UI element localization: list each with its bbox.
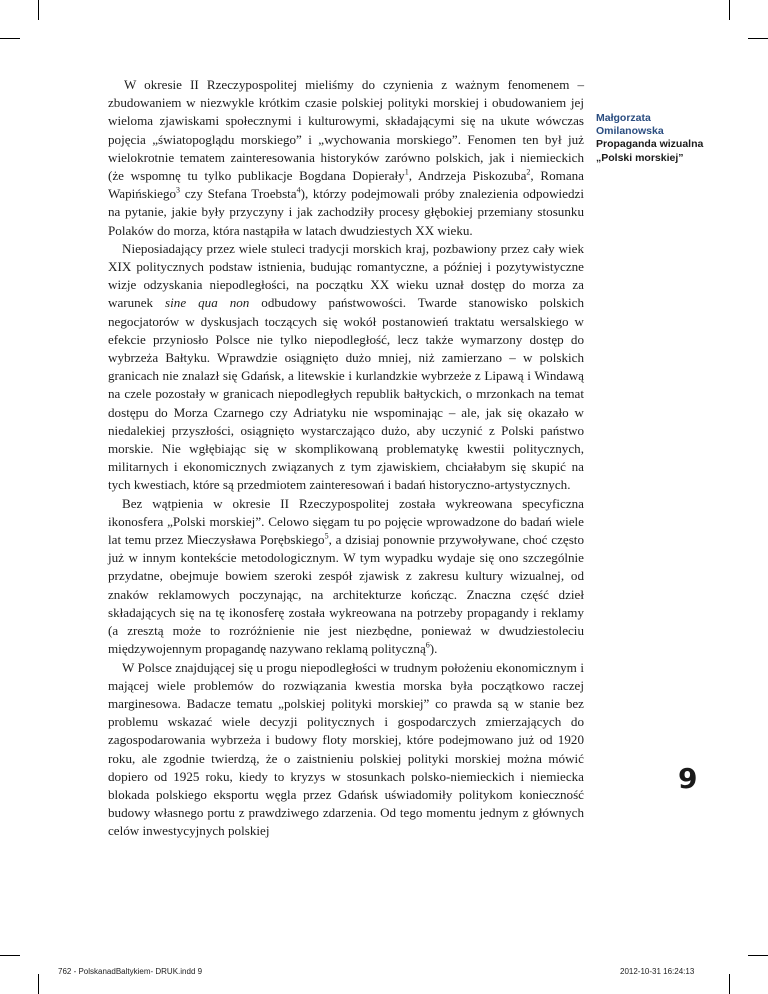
italic-phrase: sine qua non	[165, 295, 250, 311]
crop-mark	[729, 0, 730, 20]
text-run: W okresie II Rzeczypospolitej mieliśmy do czynienia z ważnym fenomenem – zbudowaniem w niezwykle krótkim czasie polskiej polityki morskiej i obudowaniem jej wieloma zjawiskami społecznymi i kulturowymi, składającymi się na ukute wówczas pojęcia „światopoglądu morskiego” i „wychowania morskiego”. Fenomen ten był już wielokrotnie tematem zainteresowania historyków zarówno polskich, jak i niemieckich (że wspomnę tu tylko publikacje Bogdana Dopierały	[108, 77, 584, 184]
text-run: czy Stefana Troebsta	[180, 186, 297, 202]
page-number: 9	[678, 762, 698, 795]
footnote-ref[interactable]: 1	[404, 167, 409, 177]
footnote-ref[interactable]: 3	[176, 185, 181, 195]
text-run: Bez wątpienia w okresie II Rzeczypospolitej została wykreowana specyficzna ikonosfera „Polski morskiej”. Celowo sięgam tu po pojęcie wprowadzone do badań wiele lat temu przez Mieczysława Porębskiego	[108, 495, 584, 548]
paragraph	[108, 76, 584, 240]
print-slug-timestamp: 2012-10-31 16:24:13	[620, 967, 695, 976]
text-run: , Romana Wapińskiego	[108, 168, 584, 202]
crop-mark	[0, 955, 20, 956]
paragraph	[108, 240, 584, 495]
paragraph	[108, 659, 584, 841]
text-run: ), którzy podejmowali próby znalezienia odpowiedzi na pytanie, jakie były przyczyny i jak zachodziły procesy głębokiej przemiany stosunku Polaków do morza, która nastąpiła w latach dwudziestych XX wieku.	[108, 186, 584, 238]
crop-mark	[748, 955, 768, 956]
text-run: Nieposiadający przez wiele stuleci tradycji morskich kraj, pozbawiony przez cały wiek XIX politycznych podstaw istnienia, budując romantyczne, a później i pozytywistyczne wizje odzyskania niepodległości, na początku XX wieku uznał dostęp do morza za warunek	[108, 240, 584, 311]
text-run: odbudowy państwowości. Twarde stanowisko polskich negocjatorów w dyskusjach toczących się wokół postanowień traktatu wersalskiego w efekcie przyniosło Polsce nie tylko niepodległość, lecz także wymarzony dostęp do wybrzeża Bałtyku. Wprawdzie osiągnięto dużo mniej, niż zamierzano – w polskich granicach nie znalazł się Gdańsk, a litewskie i kurlandzkie wybrzeże z Lipawą i Windawą na czele pozostały w granicach niepodległych republik bałtyckich, o mrzonkach na temat dostępu do Morza Czarnego czy Adriatyku nie wspominając – ale, jak się okazało w niedalekiej przyszłości, osiągnięto wystarczająco dużo, aby uczynić z Polski państwo morskie. Nie wgłębiając się w skomplikowaną problematykę kwestii politycznych, militarnych i ekonomicznych związanych z tym zjawiskiem, chciałabym się skupić na tych kwestiach, które są przedmiotem zainteresowań i badań historyczno-artystycznych.	[108, 295, 585, 493]
footnote-ref[interactable]: 4	[296, 185, 301, 195]
text-run: ).	[429, 641, 438, 657]
author-name: Małgorzata Omilanowska	[596, 112, 664, 138]
body-text	[108, 76, 584, 841]
text-run: , a dzisiaj ponownie przywoływane, choć często już w innym kontekście metodologicznym. W tym wypadku wydaje się ono szczególnie przydatne, obejmuje bowiem szeroki zespół zjawisk z zakresu kultury wizualnej, od znaków reklamowych poczynając, na architekturze kończąc. Znaczna część dzieł składających się na tę ikonosferę została wykreowana na potrzeby propagandy i reklamy (a zresztą może to rozróżnienie nie jest niezbędne, ponieważ w dwudziestoleciu międzywojennym propagandę nazywano reklamą polityczną	[108, 532, 584, 657]
crop-mark	[748, 38, 768, 39]
crop-mark	[729, 974, 730, 994]
crop-mark	[38, 974, 39, 994]
print-slug-file: 762 - PolskanadBaltykiem- DRUK.indd 9	[58, 967, 203, 976]
footnote-ref[interactable]: 6	[425, 640, 430, 650]
crop-mark	[38, 0, 39, 20]
running-head	[596, 112, 706, 165]
footnote-ref[interactable]: 5	[324, 531, 329, 541]
chapter-title: Propaganda wizualna „Polski morskiej”	[596, 138, 704, 164]
text-run: , Andrzeja Piskozuba	[408, 168, 527, 184]
footnote-ref[interactable]: 2	[526, 167, 531, 177]
crop-mark	[0, 38, 20, 39]
text-run: W Polsce znajdującej się u progu niepodległości w trudnym położeniu ekonomicznym i mającej wiele problemów do rozwiązania kwestia morska była początkowo raczej marginesowa. Badacze tematu „polskiej polityki morskiej” co prawda są w stanie bez problemu wskazać wiele decyzji politycznych i gospodarczych zmierzających do zagospodarowania wybrzeża i budowy floty morskiej, które podejmowano już od 1920 roku, ale zgodnie twierdzą, że o zaistnieniu polskiej polityki morskiej można mówić dopiero od 1925 roku, kiedy to kryzys w stosunkach polsko-niemieckich i niemiecka blokada polskiego eksportu węgla przez Gdańsk uświadomiły politykom konieczność budowy własnego portu z prawdziwego zdarzenia. Od tego momentu jednym z głównych celów inwestycyjnych polskiej	[108, 659, 584, 839]
paragraph	[108, 495, 584, 659]
